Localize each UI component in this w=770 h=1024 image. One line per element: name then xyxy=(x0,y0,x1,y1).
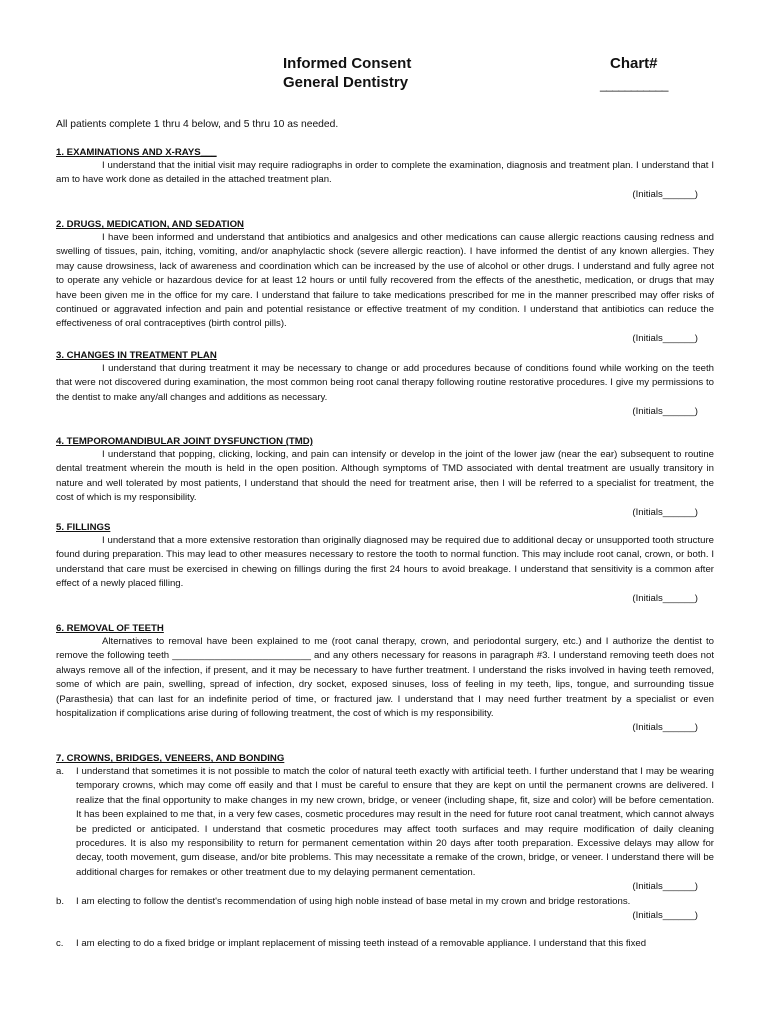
initials-field[interactable]: (Initials______) xyxy=(632,332,698,344)
section-heading: 3. CHANGES IN TREATMENT PLAN xyxy=(56,350,217,361)
intro-text: All patients complete 1 thru 4 below, and 5 thru 10 as needed. xyxy=(56,119,339,130)
section-heading: 7. CROWNS, BRIDGES, VENEERS, AND BONDING xyxy=(56,753,285,764)
item-body: I am electing to follow the dentist's recommendation of using high noble instead of base metal in my crown and bridge restorations. xyxy=(76,895,631,907)
initials-field[interactable]: (Initials______) xyxy=(632,188,698,200)
item-body: I understand that sometimes it is not possible to match the color of natural teeth exactly with artificial teeth. I further understand that I may be wearing temporary crowns, which may come off easily and that I must be careful to ensure that they are kept on until the permanent crowns are delivered. I realize that the final opportunity to make changes in my new crown, bridge, or veneer (including shape, fit, size and color) will be before cementation. It has been explained to me that, in a very few cases, cosmetic procedures may result in the need for future root canal treatment, which cannot always be predicted or anticipated. I understand that cosmetic procedures may affect tooth surfaces and may require modification of daily cleaning procedures. It is also my responsibility to return for permanent cementation within 20 days after tooth preparation. Excessive delays may allow for decay, tooth movement, gum disease, and/or bite problems. This may necessitate a remake of the crown, bridge, or veneer. I understand there will be additional charges for remakes or other treatment due to my delaying permanent cementation. xyxy=(76,766,714,878)
section-heading: 5. FILLINGS xyxy=(56,522,111,533)
section-body: I understand that a more extensive restoration than originally diagnosed may be required due to additional decay or unsupported tooth structure found during preparation. This may lead to other measures necessary to restore the tooth to normal function. This may include root canal, crown, or both. I understand that care must be exercised in chewing on fillings during the first 24 hours to avoid breakage. I understand that sensitivity is a common after effect of a newly placed filling. xyxy=(56,535,714,590)
chart-number-label: Chart# xyxy=(610,55,658,72)
list-item xyxy=(56,765,714,880)
section-heading: 1. EXAMINATIONS AND X-RAYS___ xyxy=(56,147,217,158)
initials-field[interactable]: (Initials______) xyxy=(632,506,698,518)
form-title-line2: General Dentistry xyxy=(283,74,409,91)
initials-field[interactable]: (Initials______) xyxy=(632,722,698,734)
section-heading: 2. DRUGS, MEDICATION, AND SEDATION xyxy=(56,219,244,230)
form-title-line1: Informed Consent xyxy=(283,55,412,72)
item-body: I am electing to do a fixed bridge or implant replacement of missing teeth instead of a removable appliance. I understand that this fixed xyxy=(76,938,647,950)
form-title xyxy=(283,54,411,92)
section-body: I have been informed and understand that antibiotics and analgesics and other medications can cause allergic reactions causing redness and swelling of tissues, pain, itching, vomiting, and/or anaphylactic shock (severe allergic reaction). I have informed the dentist of any known allergies. They may cause drowsiness, lack of awareness and coordination which can be increased by the use of alcohol or other drugs. I understand and fully agree not to operate any vehicle or hazardous device for at least 12 hours or until fully recovered from the effects of the anesthetic, medication, or drugs that may have been given me in the office for my care. I understand that failure to take medications prescribed for me in the manner prescribed may offer risks of continued or aggravated infection and pain and potential resistance or effective treatment of my condition. I understand that antibiotics can reduce the effectiveness of oral contraceptives (birth control pills). xyxy=(56,232,714,330)
section-body: I understand that the initial visit may require radiographs in order to complete the examination, diagnosis and treatment plan. I understand that I am to have work done as detailed in the attached treatment plan. xyxy=(56,160,714,186)
initials-field[interactable]: (Initials______) xyxy=(632,406,698,418)
section-tmd xyxy=(56,435,714,520)
chart-number-field[interactable]: ___________ xyxy=(600,78,668,92)
item-label: a. xyxy=(56,766,65,777)
initials-field[interactable]: (Initials______) xyxy=(632,592,698,604)
section-removal-teeth xyxy=(56,622,714,736)
section-body: Alternatives to removal have been explained to me (root canal therapy, crown, and periodontal surgery, etc.) and I authorize the dentist to remove the following teeth __________________________ and any others necessary for reasons in paragraph #3. I understand removing teeth does not always remove all of the infection, if present, and it may be necessary to have further treatment. I understand the risks involved in having teeth removed, some of which are pain, swelling, spread of infection, dry socket, exposed sinuses, loss of feeling in my teeth, lips, tongue, and surrounding tissue (Parasthesia) that can last for an indefinite period of time, or fractured jaw. I understand that I may need further treatment by a specialist or even hospitalization if complications arise during of following treatment, the cost of which is my responsibility. xyxy=(56,636,714,720)
list-item xyxy=(56,937,714,951)
item-label: c. xyxy=(56,938,64,950)
item-label: b. xyxy=(56,895,65,907)
initials-field[interactable]: (Initials______) xyxy=(632,910,698,922)
list-item xyxy=(56,895,714,909)
section-crowns-bridges xyxy=(56,752,714,952)
initials-field[interactable]: (Initials______) xyxy=(632,881,698,893)
section-changes-treatment xyxy=(56,349,714,420)
section-body: I understand that during treatment it may be necessary to change or add procedures because of conditions found while working on the teeth that were not discovered during examination, the most common being root canal therapy following routine restorative procedures. I give my permissions to the dentist to make any/all changes and additions as necessary. xyxy=(56,363,714,403)
section-heading: 4. TEMPOROMANDIBULAR JOINT DYSFUNCTION (TMD) xyxy=(56,436,313,447)
section-heading: 6. REMOVAL OF TEETH xyxy=(56,623,164,634)
section-body: I understand that popping, clicking, locking, and pain can intensify or develop in the joint of the lower jaw (near the ear) subsequent to routine dental treatment wherein the mouth is held in the open position. Although symptoms of TMD associated with dental treatment are usually transitory in nature and well tolerated by most patients, I understand that should the need for treatment arise, then I will be referred to a specialist for treatment, the cost of which is my responsibility. xyxy=(56,449,714,504)
section-examinations xyxy=(56,146,714,202)
section-fillings xyxy=(56,521,714,606)
section-drugs-medication xyxy=(56,218,714,346)
